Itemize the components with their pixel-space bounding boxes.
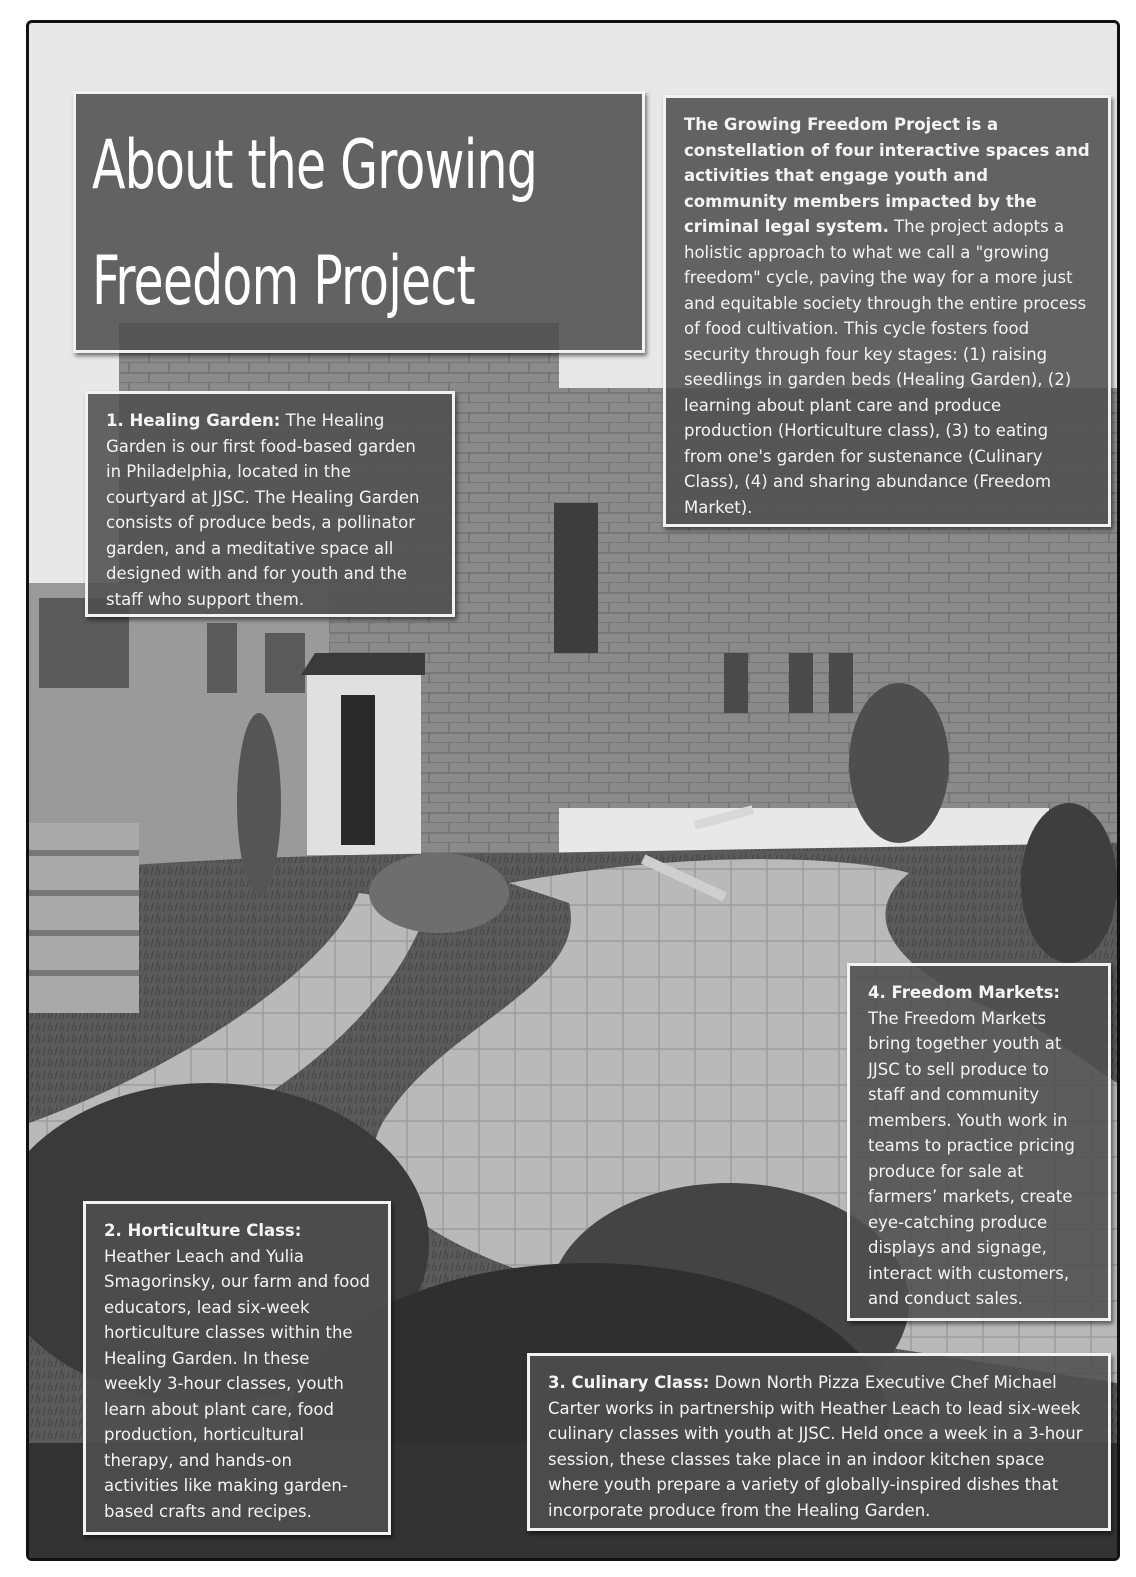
horticulture-class-panel xyxy=(83,1201,391,1535)
freedom-markets-text: The Freedom Markets bring together youth at JJSC to sell produce to staff and community members. Youth work in teams to practice pricing produce for sale at farmers’ markets, create eye-catching produce displays and signage, interact with customers, and conduct sales. xyxy=(868,1008,1075,1308)
healing-garden-text: The Healing Garden is our first food-based garden in Philadelphia, located in the courtyard at JJSC. The Healing Garden consists of produce beds, a pollinator garden, and a meditative space all designed with and for youth and the staff who support them. xyxy=(106,411,420,609)
culinary-class-panel xyxy=(527,1353,1111,1531)
horticulture-class-heading: 2. Horticulture Class: xyxy=(104,1221,302,1240)
intro-text: The project adopts a holistic approach to what we call a "growing freedom" cycle, paving the way for a more just and equitable society through the entire process of food cultivation. This cycle fosters food security through four key stages: (1) raising seedlings in garden beds (Healing Garden), (2) learning about plant care and produce production (Horticulture class), (3) to eating from one's garden for sustenance (Culinary Class), (4) and sharing abundance (Freedom Market). xyxy=(684,217,1087,517)
freedom-markets-heading: 4. Freedom Markets: xyxy=(868,983,1061,1002)
page-title: About the Growing Freedom Project xyxy=(92,126,538,321)
intro-panel xyxy=(663,95,1111,527)
culinary-class-heading: 3. Culinary Class: xyxy=(548,1373,710,1392)
culinary-class-text: Down North Pizza Executive Chef Michael Carter works in partnership with Heather Leach to lead six-week culinary classes with youth at JJSC. Held once a week in a 3-hour session, these classes take place in an indoor kitchen space where youth prepare a variety of globally-inspired dishes that incorporate produce from the Healing Garden. xyxy=(548,1373,1083,1520)
title-panel xyxy=(73,91,645,353)
intro-bold-text: The Growing Freedom Project is a constellation of four interactive spaces and activities that engage youth and community members impacted by the criminal legal system. xyxy=(684,115,1090,236)
healing-garden-panel xyxy=(85,391,455,617)
horticulture-class-text: Heather Leach and Yulia Smagorinsky, our farm and food educators, lead six-week horticulture classes within the Healing Garden. In these weekly 3-hour classes, youth learn about plant care, food production, horticultural therapy, and hands-on activities like making garden-based crafts and recipes. xyxy=(104,1246,370,1521)
freedom-markets-panel xyxy=(847,963,1111,1321)
healing-garden-heading: 1. Healing Garden: xyxy=(106,411,281,430)
page-frame xyxy=(26,20,1120,1561)
